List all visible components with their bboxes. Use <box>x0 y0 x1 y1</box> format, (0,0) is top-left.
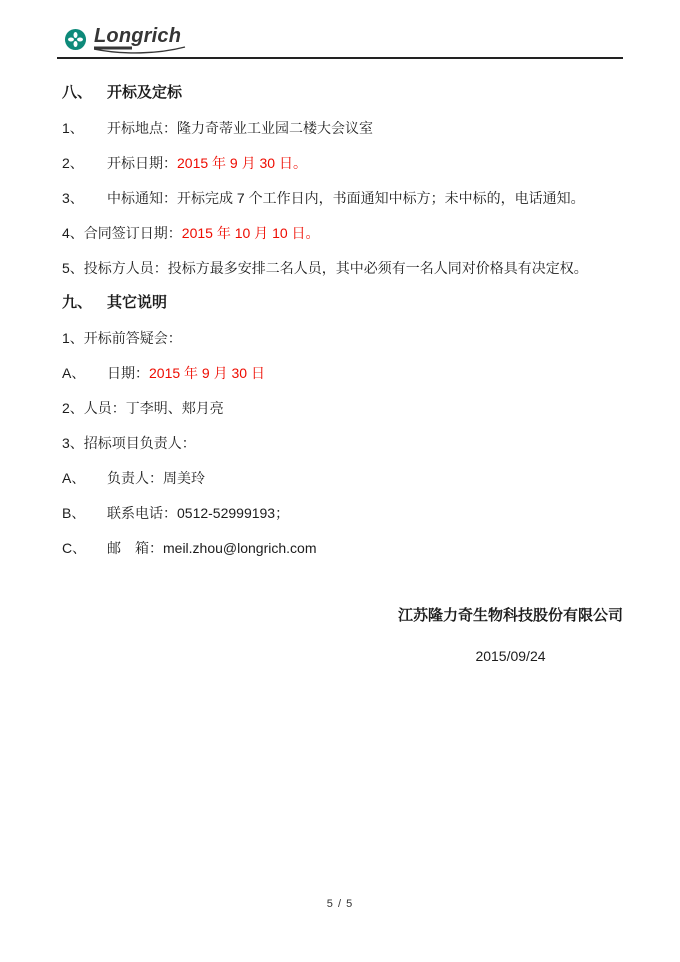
doc-line <box>62 153 623 173</box>
heading-title: 其它说明 <box>107 294 168 311</box>
item-red-text: 2015 年 9 月 30 日。 <box>177 155 307 171</box>
doc-line <box>62 503 623 523</box>
longrich-flower-icon <box>64 28 87 51</box>
signature-block <box>398 606 623 666</box>
doc-line <box>62 223 623 243</box>
doc-line <box>62 468 623 488</box>
item-text: 开标地点：隆力奇蒂业工业园二楼大会议室 <box>107 120 373 136</box>
item-text: 负责人：周美玲 <box>107 470 205 486</box>
item-number: 2、 <box>62 400 84 416</box>
item-number: 5、 <box>62 260 84 276</box>
page-number: 5 / 5 <box>326 898 354 910</box>
brand-wordmark <box>94 25 186 54</box>
item-text: 日期： <box>107 365 149 381</box>
doc-line <box>62 258 623 278</box>
item-number: B、 <box>62 505 86 521</box>
item-text: 联系电话：0512-52999193； <box>107 505 290 521</box>
doc-line <box>62 433 623 453</box>
item-text: 开标日期： <box>107 155 177 171</box>
heading-number: 八、 <box>62 84 93 101</box>
doc-line <box>62 118 623 138</box>
signature-company: 江苏隆力奇生物科技股份有限公司 <box>397 607 623 624</box>
item-number: 1、 <box>62 330 84 346</box>
item-number: 3、 <box>62 190 84 206</box>
section-8-heading <box>62 83 623 103</box>
item-number: 4、 <box>62 225 84 241</box>
page-header <box>0 0 680 59</box>
item-number: A、 <box>62 470 86 486</box>
item-text: 投标方人员：投标方最多安排二名人员，其中必须有一名人同对价格具有决定权。 <box>83 260 588 276</box>
item-text: 人员：丁李明、郏月亮 <box>83 400 224 416</box>
doc-line <box>62 363 623 383</box>
item-number: A、 <box>62 365 86 381</box>
document-body <box>0 59 680 666</box>
item-number: C、 <box>62 540 87 556</box>
doc-line <box>62 328 623 348</box>
item-number: 3、 <box>62 435 84 451</box>
brand-text: Longrich <box>94 24 182 47</box>
item-number: 2、 <box>62 155 84 171</box>
doc-line <box>62 188 623 208</box>
item-text: 邮 箱：meil.zhou@longrich.com <box>107 540 317 556</box>
header-logo <box>0 26 680 52</box>
signature-date: 2015/09/24 <box>475 648 546 664</box>
item-text: 开标前答疑会： <box>83 330 182 346</box>
doc-line <box>62 538 623 558</box>
item-text: 中标通知：开标完成 7 个工作日内，书面通知中标方；未中标的，电话通知。 <box>107 190 585 206</box>
item-number: 1、 <box>62 120 84 136</box>
heading-number: 九、 <box>62 294 93 311</box>
item-red-text: 2015 年 9 月 30 日 <box>149 365 265 381</box>
section-9-heading <box>62 293 623 313</box>
item-text: 合同签订日期： <box>83 225 182 241</box>
item-red-text: 2015 年 10 月 10 日。 <box>181 225 320 241</box>
item-text: 招标项目负责人： <box>83 435 196 451</box>
heading-title: 开标及定标 <box>107 84 183 101</box>
doc-line <box>62 398 623 418</box>
